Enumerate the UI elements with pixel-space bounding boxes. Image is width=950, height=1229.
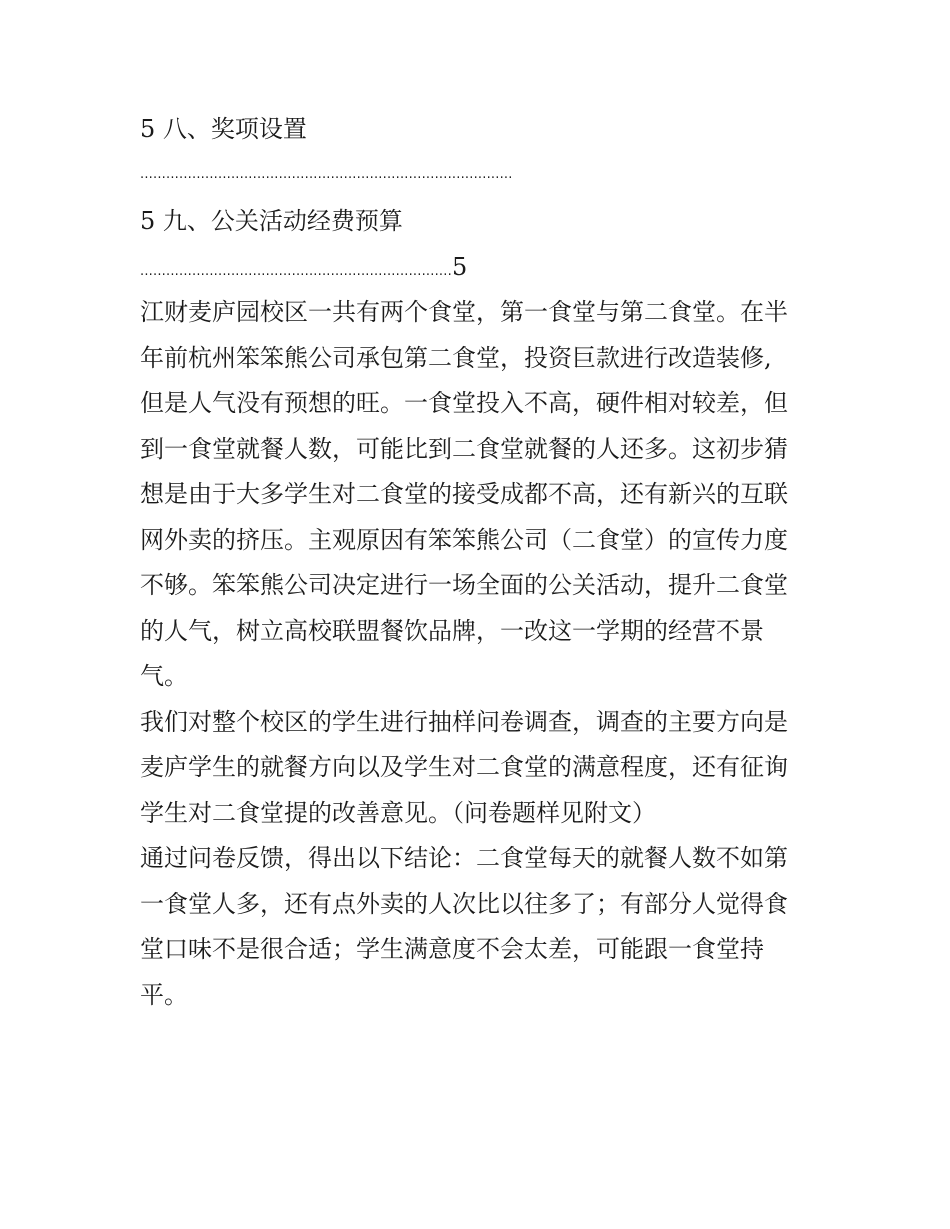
document-content (140, 106, 820, 1018)
paragraph-line: 网外卖的挤压。主观原因有笨笨熊公司（二食堂）的宣传力度 (140, 525, 788, 554)
paragraph-line: 但是人气没有预想的旺。一食堂投入不高，硬件相对较差，但 (140, 389, 788, 417)
toc-leader: ........................................................................ (140, 264, 452, 279)
toc-entry-budget: 5 九、公关活动经费预算 (140, 207, 403, 235)
paragraph-line: 平。 (140, 980, 188, 1009)
toc-leader-dots (140, 244, 820, 290)
paragraph-line: 气。 (140, 662, 188, 690)
paragraph-line: 堂口味不是很合适；学生满意度不会太差，可能跟一食堂持 (140, 935, 764, 963)
toc-entry-awards: 5 八、奖项设置 (140, 115, 307, 143)
paragraph-line: 不够。笨笨熊公司决定进行一场全面的公关活动，提升二食堂 (140, 571, 788, 599)
paragraph-line: 想是由于大多学生对二食堂的接受成都不高，还有新兴的互联 (140, 480, 788, 508)
paragraph-line: 麦庐学生的就餐方向以及学生对二食堂的满意程度，还有征询 (140, 753, 788, 781)
paragraph-survey (140, 700, 820, 837)
paragraph-line: 一食堂人多，还有点外卖的人次比以往多了；有部分人觉得食 (140, 889, 788, 918)
paragraph-line: 年前杭州笨笨熊公司承包第二食堂，投资巨款进行改造装修, (140, 343, 772, 372)
toc-page-number: 5 (451, 253, 468, 281)
paragraph-line: 学生对二食堂提的改善意见。（问卷题样见附文） (140, 798, 656, 827)
paragraph-conclusion (140, 836, 820, 1018)
paragraph-line: 我们对整个校区的学生进行抽样问卷调查，调查的主要方向是 (140, 707, 788, 736)
paragraph-line: 通过问卷反馈，得出以下结论：二食堂每天的就餐人数不如第 (140, 844, 788, 872)
toc-leader: ...................................................................................... (140, 167, 513, 182)
paragraph-background (140, 290, 820, 700)
paragraph-line: 江财麦庐园校区一共有两个食堂，第一食堂与第二食堂。在半 (140, 298, 788, 326)
toc-leader-dots (140, 152, 820, 198)
paragraph-line: 的人气，树立高校联盟餐饮品牌，一改这一学期的经营不景 (140, 616, 764, 645)
paragraph-line: 到一食堂就餐人数，可能比到二食堂就餐的人还多。这初步猜 (140, 434, 788, 463)
